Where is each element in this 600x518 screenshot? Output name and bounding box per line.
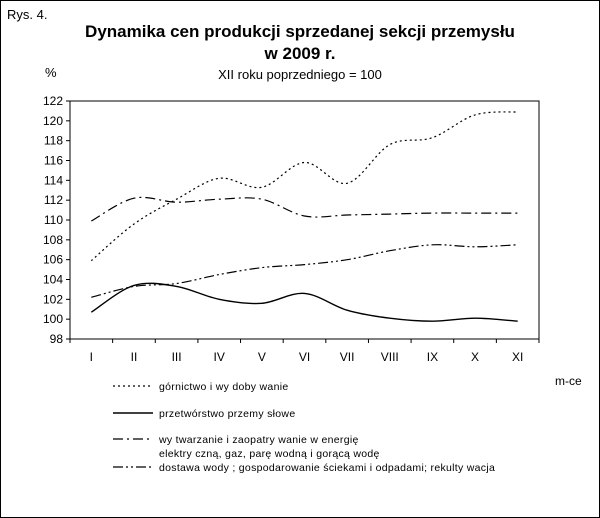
y-tick-label: 110	[43, 213, 63, 227]
series-line-manufacturing	[91, 283, 517, 321]
series-line-water	[91, 245, 517, 298]
x-tick-label: III	[171, 350, 182, 364]
y-tick-label: 116	[43, 153, 63, 168]
x-tick-label: IV	[213, 350, 225, 364]
y-axis-label: %	[45, 65, 57, 80]
y-tick-label: 122	[42, 94, 63, 108]
chart-title-line-1: Dynamika cen produkcji sprzedanej sekcji przemysłu	[85, 22, 515, 41]
y-tick-label: 102	[42, 292, 63, 307]
y-tick-label: 100	[42, 312, 63, 327]
plot-area-frame	[70, 101, 539, 339]
legend-label-energy-line-2: elektry czną, gaz, parę wodną i gorącą wodę	[159, 448, 380, 460]
x-axis-label: m-ce	[555, 374, 582, 388]
legend-label-energy-line-1: wy twarzanie i zaopatry wanie w energię	[159, 434, 359, 446]
x-tick-label: XI	[512, 350, 524, 364]
y-tick-label: 118	[43, 133, 63, 148]
y-tick-label: 104	[42, 272, 63, 287]
y-tick-label: 120	[42, 113, 63, 128]
chart-subtitle: XII roku poprzedniego = 100	[218, 67, 382, 82]
chart-title-line-2: w 2009 r.	[264, 44, 336, 63]
y-tick-label: 108	[42, 232, 63, 247]
x-tick-label: V	[257, 350, 266, 364]
y-tick-label: 114	[43, 173, 63, 188]
x-tick-label: X	[471, 350, 480, 364]
series-line-mining	[91, 112, 517, 261]
x-tick-label: VI	[298, 350, 311, 364]
x-tick-label: I	[89, 350, 93, 364]
legend-label-manufacturing: przetwórstwo przemy słowe	[159, 408, 296, 420]
y-tick-label: 106	[42, 252, 63, 267]
legend-label-water: dostawa wody ; gospodarowanie ściekami i odpadami; rekulty wacja	[159, 462, 496, 474]
y-tick-label: 98	[49, 332, 63, 346]
series-line-energy	[91, 197, 517, 221]
legend-label-mining: górnictwo i wy doby wanie	[159, 381, 289, 393]
x-tick-label: VII	[339, 350, 355, 364]
x-tick-label: VIII	[380, 350, 399, 364]
x-tick-label: IX	[426, 350, 439, 364]
figure-label: Rys. 4.	[7, 7, 48, 22]
x-tick-label: II	[130, 350, 138, 364]
y-tick-label: 112	[43, 193, 63, 208]
